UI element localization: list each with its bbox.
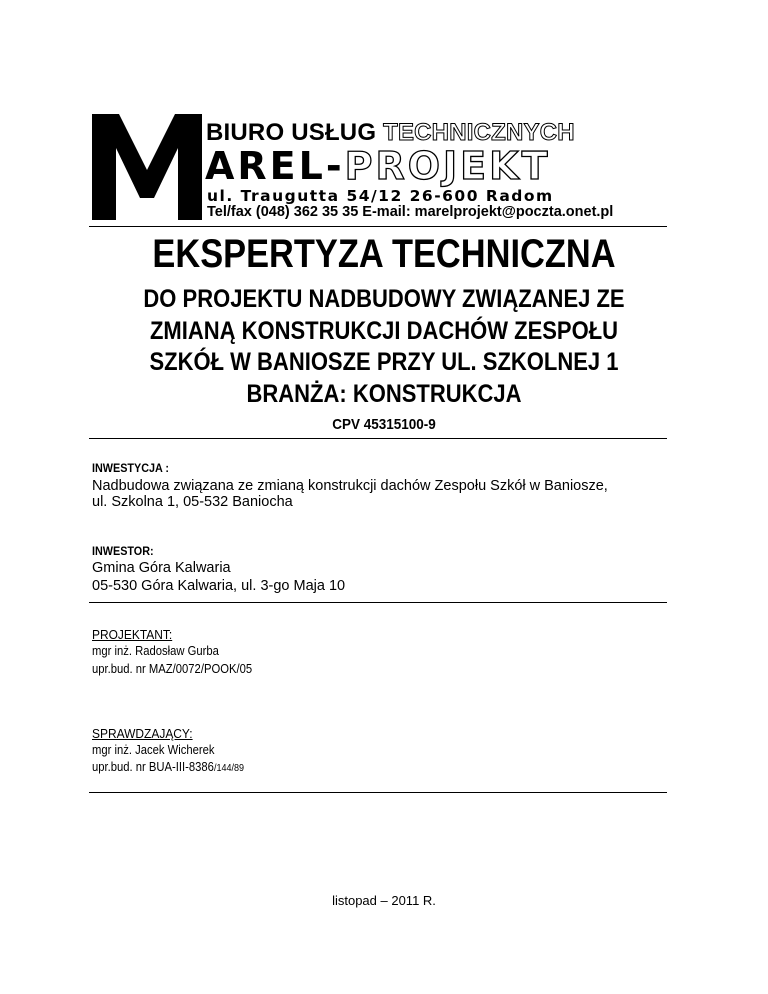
company-type-line: BIURO USŁUG TECHNICZNYCH [206,119,575,146]
subtitle-line: ZMIANĄ KONSTRUKCJI DACHÓW ZESPOŁU [149,316,619,345]
document-date: listopad – 2011 R. [332,893,436,908]
designer-label: PROJEKTANT: [92,627,173,642]
subtitle-line: SZKÓŁ W BANIOSZE PRZY UL. SZKOLNEJ 1 [149,348,619,376]
investor-label: INWESTOR: [92,544,154,558]
investor-line-1: Gmina Góra Kalwaria [92,560,231,576]
document-subtitle [46,284,722,410]
subtitle-line: DO PROJEKTU NADBUDOWY ZWIĄZANEJ ZE [143,285,625,313]
checker-name: mgr inż. Jacek Wicherek [92,743,215,757]
checker-license: upr.bud. nr BUA-III-8386/144/89 [92,760,244,774]
signature-divider [89,792,667,793]
checker-label: SPRAWDZAJĄCY: [92,726,193,741]
investment-line-2: ul. Szkolna 1, 05-532 Baniocha [92,494,293,510]
company-logo-m [92,108,202,220]
designer-name: mgr inż. Radosław Gurba [92,644,219,658]
subtitle-line: BRANŻA: KONSTRUKCJA [246,379,522,408]
investment-line-1: Nadbudowa związana ze zmianą konstrukcji dachów Zespołu Szkół w Baniosze, [92,478,608,494]
cpv-code: CPV 45315100-9 [332,416,436,433]
company-contact: Tel/fax (048) 362 35 35 E-mail: marelprojekt@poczta.onet.pl [207,204,614,220]
company-brand: AREL-PROJEKT [205,144,551,188]
investment-label: INWESTYCJA : [92,461,170,475]
investor-line-2: 05-530 Góra Kalwaria, ul. 3-go Maja 10 [92,578,346,594]
company-address: ul. Traugutta 54/12 26-600 Radom [207,187,554,205]
designer-license: upr.bud. nr MAZ/0072/POOK/05 [92,662,253,676]
header-divider [89,226,667,227]
document-title: EKSPERTYZA TECHNICZNA [152,232,616,276]
investor-divider [89,602,667,603]
title-divider [89,438,667,439]
